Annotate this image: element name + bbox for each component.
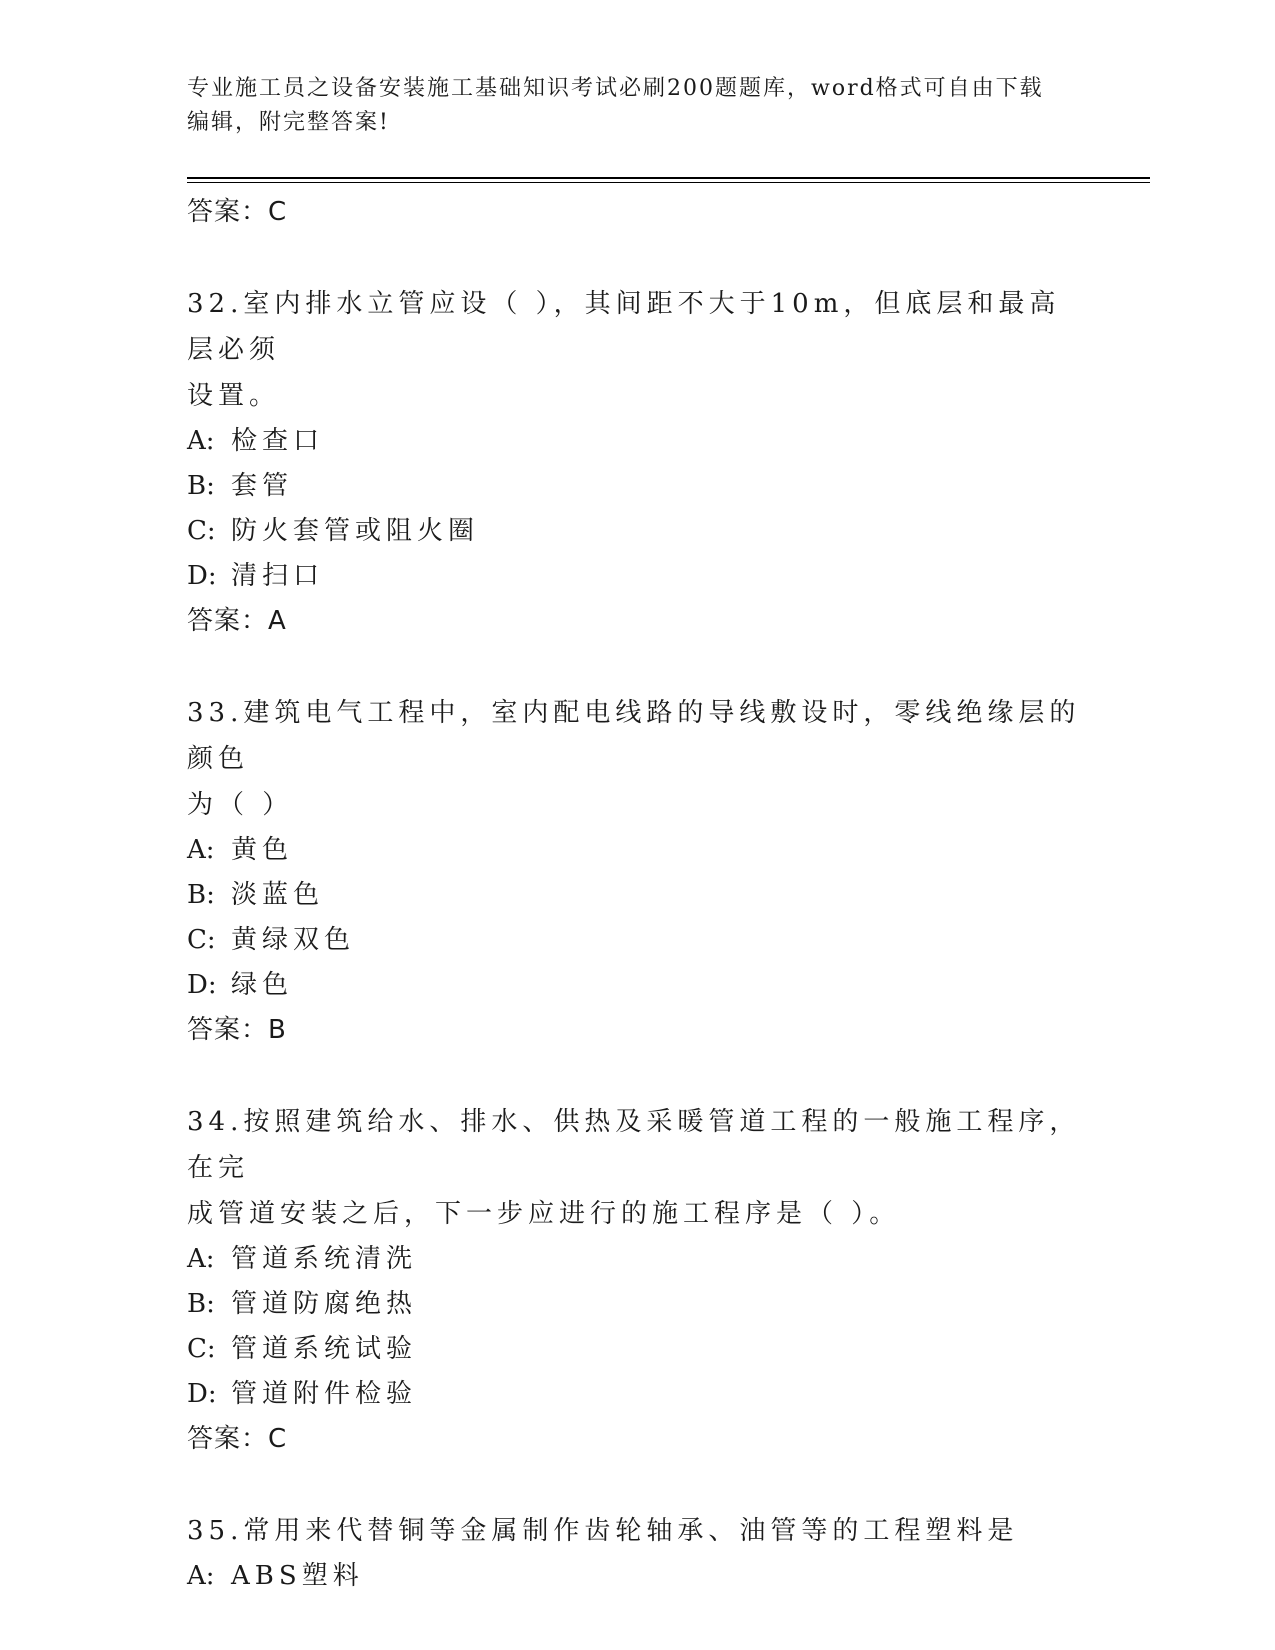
option-text: 检查口 — [231, 426, 325, 456]
option-text: 清扫口 — [231, 561, 325, 591]
option-letter: A: — [187, 835, 215, 865]
option-text: 管道系统清洗 — [231, 1244, 418, 1274]
option-text: 黄色 — [231, 835, 294, 865]
option-letter: B: — [187, 880, 215, 910]
option-b — [187, 1282, 1087, 1327]
option-text: 套管 — [231, 471, 294, 501]
option-text: 绿色 — [231, 970, 294, 1000]
option-letter: C: — [187, 1334, 216, 1364]
option-letter: C: — [187, 925, 216, 955]
option-text: 黄绿双色 — [231, 925, 356, 955]
question-text-cont: 设置。 — [187, 381, 281, 411]
question-text-cont: 为（ ） — [187, 790, 294, 820]
option-text: 淡蓝色 — [231, 880, 325, 910]
option-d — [187, 1372, 1087, 1417]
option-letter: D: — [187, 1379, 217, 1409]
option-letter: D: — [187, 970, 217, 1000]
question-text: 33.建筑电气工程中，室内配电线路的导线敷设时，零线绝缘层的颜色 — [187, 698, 1081, 774]
option-letter: C: — [187, 516, 216, 546]
header-line-2: 编辑，附完整答案! — [187, 110, 390, 135]
option-b — [187, 464, 1087, 509]
option-text: 管道系统试验 — [231, 1334, 418, 1364]
answer-line: 答案：B — [187, 1015, 287, 1045]
header-rule-thin — [187, 182, 1150, 183]
option-c — [187, 918, 1087, 963]
answer-line: 答案：A — [187, 606, 287, 636]
answer-line: 答案：C — [187, 197, 288, 227]
question-35 — [187, 1508, 1087, 1554]
option-c — [187, 509, 1087, 554]
question-text: 34.按照建筑给水、排水、供热及采暖管道工程的一般施工程序，在完 — [187, 1107, 1081, 1183]
page-header — [187, 72, 1107, 140]
question-32 — [187, 281, 1087, 419]
question-list — [187, 190, 1087, 1599]
question-text: 35.常用来代替铜等金属制作齿轮轴承、油管等的工程塑料是 — [187, 1516, 1019, 1546]
option-a — [187, 419, 1087, 464]
option-a — [187, 828, 1087, 873]
question-text-cont: 成管道安装之后，下一步应进行的施工程序是（ ）。 — [187, 1199, 901, 1229]
option-a — [187, 1554, 1087, 1599]
option-letter: B: — [187, 1289, 215, 1319]
option-d — [187, 963, 1087, 1008]
question-text: 32.室内排水立管应设（ ），其间距不大于10m，但底层和最高层必须 — [187, 289, 1061, 365]
option-letter: A: — [187, 426, 215, 456]
option-letter: A: — [187, 1244, 215, 1274]
question-33 — [187, 690, 1087, 828]
option-a — [187, 1237, 1087, 1282]
option-letter: B: — [187, 471, 215, 501]
option-letter: A: — [187, 1561, 215, 1591]
answer-line: 答案：C — [187, 1424, 288, 1454]
option-text: 防火套管或阻火圈 — [231, 516, 480, 546]
header-rule-thick — [187, 177, 1150, 179]
option-d — [187, 554, 1087, 599]
option-text: 管道附件检验 — [231, 1379, 418, 1409]
option-text: ABS塑料 — [231, 1561, 364, 1591]
option-text: 管道防腐绝热 — [231, 1289, 418, 1319]
option-c — [187, 1327, 1087, 1372]
header-line-1: 专业施工员之设备安装施工基础知识考试必刷200题题库，word格式可自由下载 — [187, 76, 1044, 101]
question-34 — [187, 1099, 1087, 1237]
option-b — [187, 873, 1087, 918]
option-letter: D: — [187, 561, 217, 591]
